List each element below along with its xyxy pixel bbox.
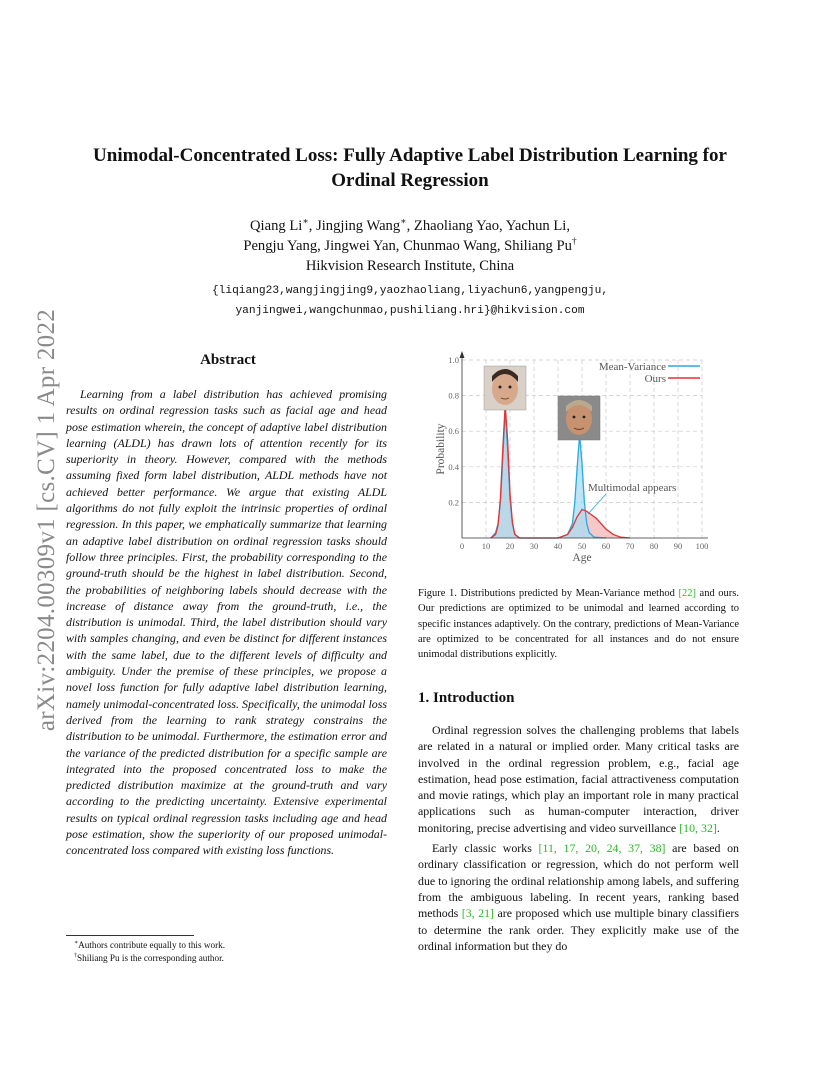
authors-line-1: Qiang Li∗, Jingjing Wang∗, Zhaoliang Yao, Yachun Li, [250, 217, 570, 234]
citation-link[interactable]: [22] [678, 588, 696, 599]
abstract-body: Learning from a label distribution has achieved promising results on ordinal regression tasks such as facial age and head pose estimation wherein, the concept of adaptive label distribution learning (ALDL) has drawn lots of attention recently for its superiority in theory. However, compared with the methods assuming fixed form label distribution, ALDL methods have not achieved better performance. We argue that existing ALDL algorithms do not fully exploit the intrinsic properties of ordinal regression. In this paper, we emphatically summarize that learning an adaptive label distribution on ordinal regression tasks should follow three principles. First, the probability corresponding to the ground-truth should be the highest in label distribution. Second, the probabilities of neighboring labels should decrease with the increase of distance away from the ground-truth, i.e., the distribution is unimodal. Third, the label distribution should vary with samples changing, and even be distinct for different instances with the same label, due to the different levels of difficulty and ambiguity. Under the premise of these principles, we propose a novel loss function for fully adaptive label distribution learning, namely unimodal-concentrated loss. Specifically, the unimodal loss derived from the learning to rank strategy constrains the distribution to be unimodal. Furthermore, the estimation error and the variance of the predicted distribution for a specific sample are integrated into the proposed concentrated loss to make the predicted distribution maximize at the ground-truth and vary according to the predicting uncertainty. Extensive experimental results on typical ordinal regression tasks including age and head pose estimation, show the superiority of our proposed unimodal-concentrated loss compared with existing loss functions. [66, 387, 387, 858]
author-block [120, 216, 700, 276]
x-tick-label: 30 [529, 541, 539, 551]
x-tick-label: 100 [695, 541, 709, 551]
x-tick-label: 10 [481, 541, 491, 551]
affiliation: Hikvision Research Institute, China [305, 258, 515, 274]
footnotes [66, 939, 387, 965]
chart-annotation [588, 482, 676, 514]
arxiv-stamp-text: arXiv:2204.00309v1 [cs.CV] 1 Apr 2022 [33, 308, 60, 732]
y-tick-label: 1.0 [448, 355, 459, 365]
x-tick-label: 80 [649, 541, 659, 551]
distribution-chart [418, 348, 739, 564]
y-axis-arrow [460, 351, 465, 358]
paper-title [60, 143, 760, 193]
annotation-pointer [588, 494, 606, 514]
intro-paragraph-1: Ordinal regression solves the challenging problems that labels are related in a natural or implied order. Many critical tasks are involved in the ordinal regression problem, e.g., facial age estimation, head pose estimation, facial attractiveness computation and movie ratings, which play an important role in many practical applications such as human-computer interaction, driver monitoring, precise advertising and video surveillance [10, 32]. [418, 723, 739, 835]
x-tick-label: 20 [505, 541, 515, 551]
footnote-1: ∗Authors contribute equally to this work. [74, 939, 226, 950]
x-tick-label: 40 [553, 541, 563, 551]
title-line-1: Unimodal-Concentrated Loss: Fully Adaptive Label Distribution Learning for [93, 145, 727, 166]
chart-legend [599, 361, 700, 385]
y-tick-label: 0.6 [448, 426, 459, 437]
figure-caption: Figure 1. Distributions predicted by Mean-Variance method [22] and ours. Our predictions are optimized to be unimodal and learned according to specific instances adaptively. On the contrary, predictions of Mean-Variance are optimized to be concentrated for all instances and do not ensure unimodal distributions explicitly. [418, 588, 740, 661]
citation-link[interactable]: [11, 17, 20, 24, 37, 38] [538, 841, 666, 856]
citation-link[interactable]: [10, 32] [679, 820, 717, 835]
legend-label: Ours [644, 373, 666, 385]
email-line-1: {liqiang23,wangjingjing9,yaozhaoliang,liyachun6,yangpengju, [211, 285, 609, 297]
x-tick-label: 60 [601, 541, 611, 551]
x-axis-label: Age [572, 552, 592, 564]
x-tick-label: 90 [673, 541, 683, 551]
footnote-2: †Shiliang Pu is the corresponding author. [74, 952, 224, 963]
abstract-heading: Abstract [200, 352, 256, 368]
introduction-body [418, 722, 739, 958]
face-old-icon [558, 396, 600, 440]
y-tick-label: 0.4 [448, 461, 459, 472]
x-tick-label: 50 [577, 541, 587, 551]
legend-label: Mean-Variance [598, 361, 666, 373]
annotation-text: Multimodal appears [588, 482, 677, 494]
title-line-2: Ordinal Regression [331, 170, 489, 191]
email-block [120, 281, 700, 321]
x-tick-label: 0 [459, 541, 465, 551]
y-tick-label: 0.2 [448, 497, 459, 508]
email-line-2: yanjingwei,wangchunmao,pushiliang.hri}@hikvision.com [235, 305, 585, 317]
citation-link[interactable]: [3, 21] [461, 906, 494, 921]
y-tick-label: 0.8 [448, 390, 459, 401]
intro-paragraph-2: Early classic works [11, 17, 20, 24, 37, 38] are based on ordinary classification or regression, which do not perform well due to ignoring the ordinal relationship among labels, and suffering from the ambiguous labeling. In recent years, ranking based methods [3, 21] are proposed which use multiple binary classifiers to determine the rank order. They explicitly make use of the ordinal information but they do [418, 841, 739, 953]
section-heading-introduction: 1. Introduction [418, 690, 515, 706]
arxiv-stamp [34, 290, 60, 750]
face-young-icon [484, 366, 526, 410]
x-tick-label: 70 [625, 541, 635, 551]
footnote-rule [66, 935, 194, 936]
authors-line-2: Pengju Yang, Jingwei Yan, Chunmao Wang, Shiliang Pu† [243, 237, 577, 254]
figure-1 [418, 348, 739, 564]
y-axis-label: Probability [435, 423, 447, 475]
